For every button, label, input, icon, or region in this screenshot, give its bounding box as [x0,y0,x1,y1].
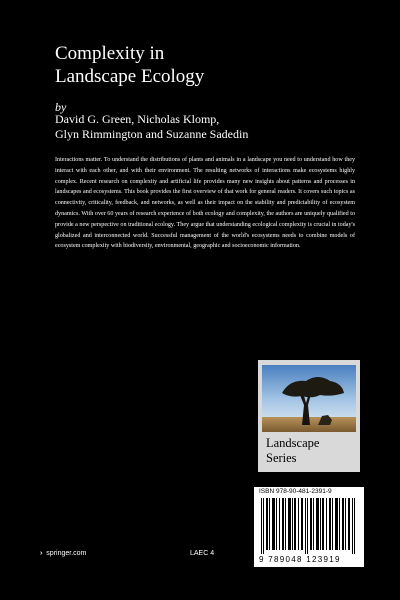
series-code: LAEC 4 [190,550,215,557]
book-description: Interactions matter. To understand the distributions of plants and animals in a landscape you need to understand how they interact with each other, and with their environment. The resulting networks of interactions make ecosystems highly complex. Recent research on complexity and artificial life provides many new insights about patterns and processes in landscapes and ecosystems. This book provides the first overview of that work for general readers. It covers such topics as connectivity, criticality, feedback, and networks, as well as their impact on the stability and predictability of ecosystem dynamics. With over 60 years of research experience of both ecology and complexity, the authors are uniquely qualified to provide a new perspective on traditional ecology. They argue that understanding ecological complexity is crucial in today's globalized and interconnected world. Successful management of the world's ecosystems needs to combine models of ecosystem complexity with biodiversity, environmental, geographic and socioeconomic information. [55,157,355,250]
title-line-2: Landscape Ecology [55,66,205,87]
barcode-digits: 9 789048 123919 [259,555,341,564]
isbn-number: ISBN 978-90-481-2391-9 [259,488,332,495]
isbn-barcode-block [254,487,364,567]
chevron-right-icon: › [40,550,43,557]
publisher-link[interactable] [40,550,86,557]
book-title [55,42,204,88]
author-list [55,112,248,141]
publisher-url: springer.com [46,550,87,557]
authors-line-2: Glyn Rimmington and Suzanne Sadedin [55,126,249,141]
acacia-tree-landscape-photo [262,365,356,432]
series-label [266,436,319,466]
barcode-icon [259,498,359,554]
title-line-1: Complexity in [55,43,165,64]
series-label-line-2: Series [266,451,297,465]
by-label: by [55,100,67,114]
series-label-line-1: Landscape [266,436,320,450]
authors-line-1: David G. Green, Nicholas Klomp, [55,112,220,126]
series-badge [258,360,360,472]
